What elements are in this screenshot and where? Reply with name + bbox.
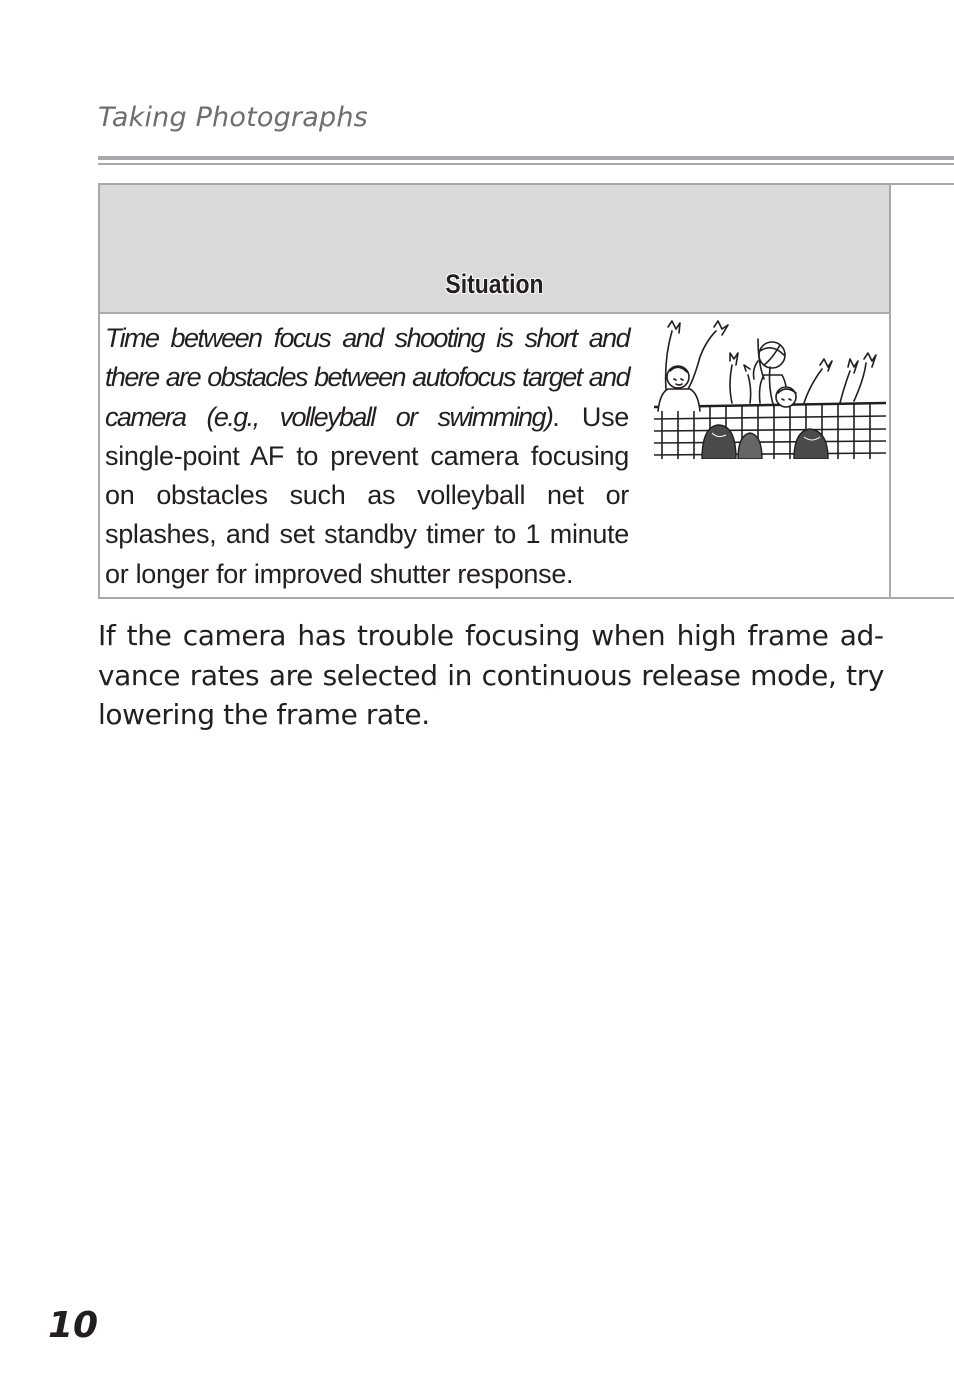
header-rule-thick xyxy=(98,156,954,160)
body-paragraph: If the camera has trouble focusing when high frame advance rates are selected in continuous release mode, try lowering the frame rate. xyxy=(98,619,884,731)
situation-lead-italic: Time between focus and shooting is short and there are obstacles between autofocus target and camera (e.g., volleyball or swimming) xyxy=(105,323,629,432)
situation-cell-text xyxy=(105,319,629,594)
table-border-bottom xyxy=(98,597,954,599)
table-header-cell xyxy=(100,185,889,314)
situation-table xyxy=(98,183,954,599)
page-number: 10 xyxy=(48,1305,99,1346)
table-column-divider xyxy=(889,183,891,599)
situation-column-header: Situation xyxy=(445,269,544,299)
running-header: Taking Photographs xyxy=(98,102,368,133)
situation-body-text: . Use single-point AF to prevent camera focusing on obstacles such as volleyball net or splashes, and set standby timer to 1 minute or longer for improved shutter response. xyxy=(105,401,629,589)
header-rule-thin xyxy=(98,163,954,165)
volleyball-players-at-net-illustration xyxy=(654,319,886,459)
